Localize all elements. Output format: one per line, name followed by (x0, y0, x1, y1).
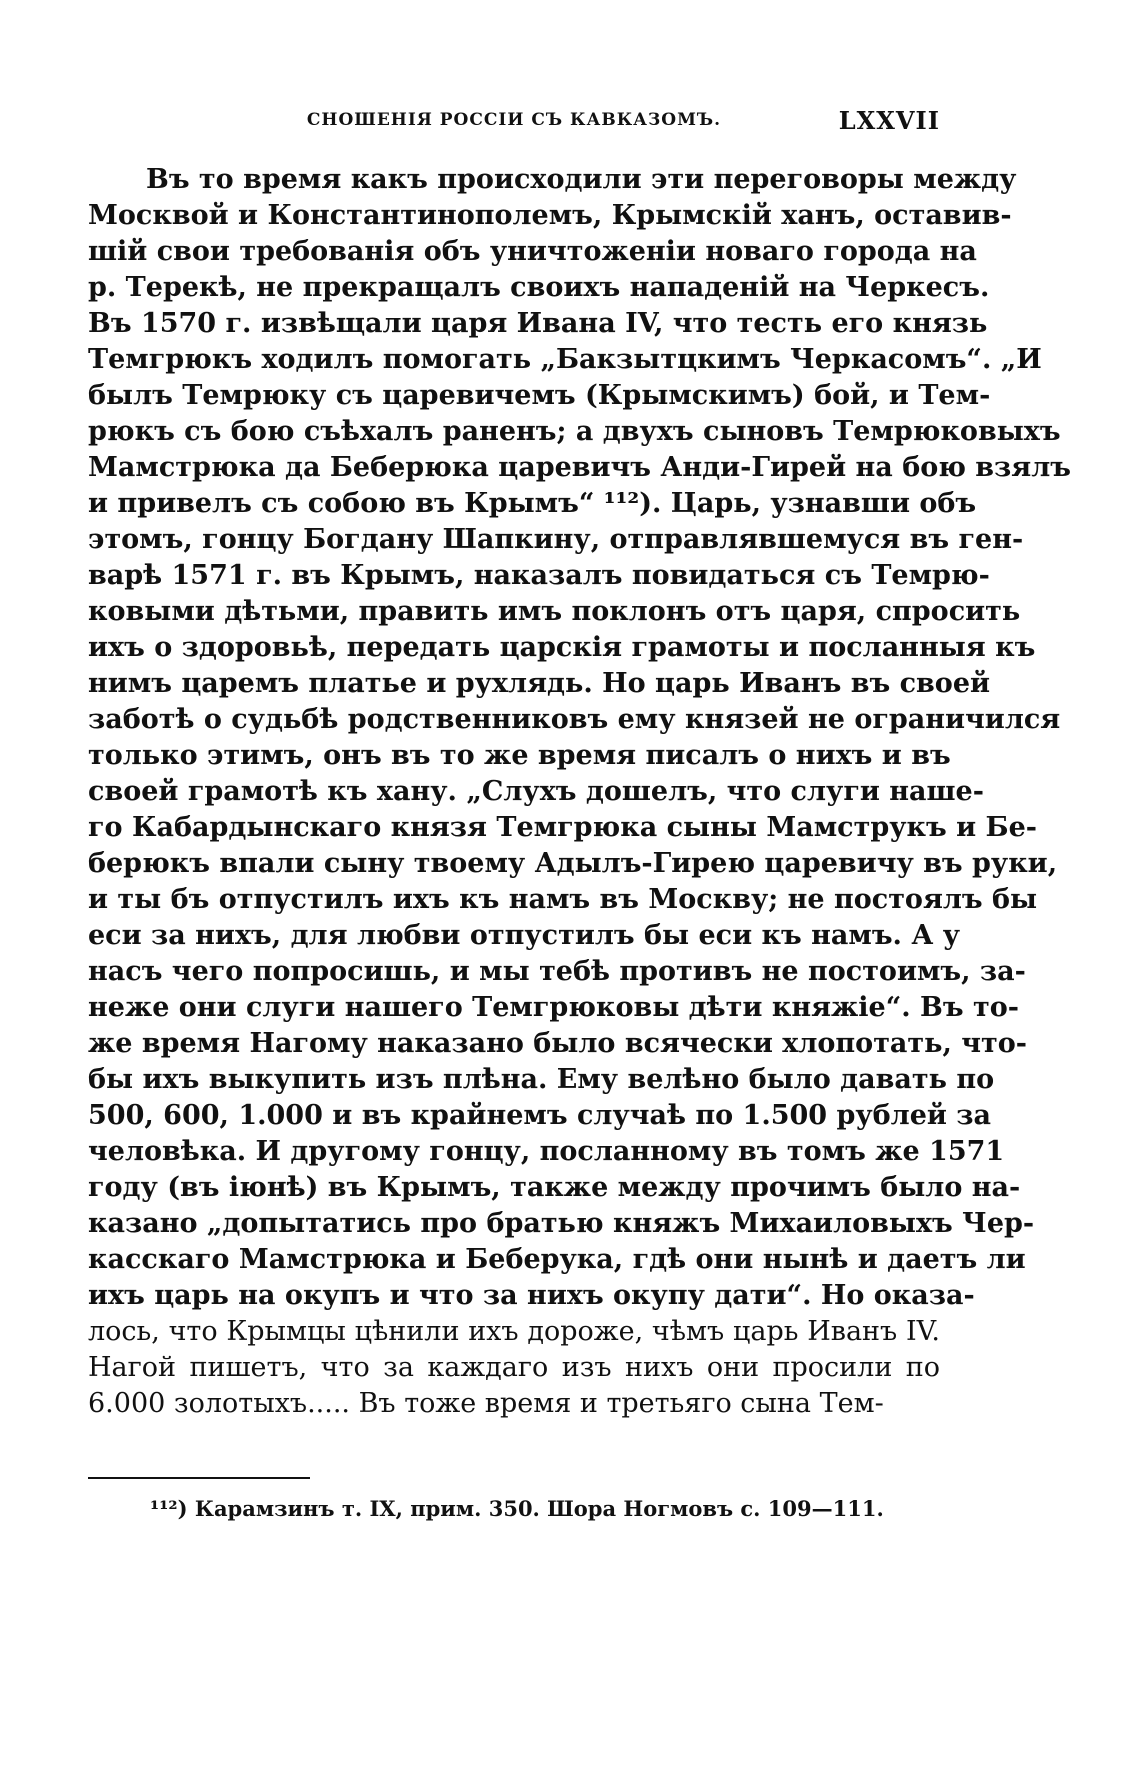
text-line: и ты бъ отпустилъ ихъ къ намъ въ Москву; не постоялъ бы (88, 884, 1038, 915)
text-line: году (въ іюнѣ) въ Крымъ, также между прочимъ было на- (88, 1172, 1021, 1203)
text-line: только этимъ, онъ въ то же время писалъ о нихъ и въ (88, 740, 951, 771)
text-line: же время Нагому наказано было всячески хлопотать, что- (88, 1028, 1027, 1059)
text-line: 6.000 золотыхъ..... Въ тоже время и третьяго сына Тем- (88, 1388, 884, 1419)
text-line: ковыми дѣтьми, править имъ поклонъ отъ царя, спросить (88, 596, 1021, 627)
text-line: заботѣ о судьбѣ родственниковъ ему князей не ограничился (88, 704, 1061, 735)
text-line: варѣ 1571 г. въ Крымъ, наказалъ повидаться съ Темрю- (88, 560, 990, 591)
text-line: неже они слуги нашего Темгрюковы дѣти княжіе“. Въ то- (88, 992, 1019, 1023)
footnote-rule (88, 1477, 310, 1479)
text-line: лось, что Крымцы цѣнили ихъ дороже, чѣмъ царь Иванъ IV. (88, 1316, 940, 1347)
text-line: Нагой пишетъ, что за каждаго изъ нихъ они просили по (88, 1352, 940, 1383)
text-line: бы ихъ выкупить изъ плѣна. Ему велѣно было давать по (88, 1064, 995, 1095)
text-line: шій свои требованія объ уничтоженіи новаго города на (88, 236, 977, 267)
text-line: го Кабардынскаго князя Темгрюка сыны Мамструкъ и Бе- (88, 812, 1038, 843)
text-line: р. Терекѣ, не прекращалъ своихъ нападеній на Черкесъ. (88, 272, 990, 303)
text-line: ихъ о здоровьѣ, передать царскія грамоты и посланныя къ (88, 632, 1036, 663)
text-line: своей грамотѣ къ хану. „Слухъ дошелъ, что слуги наше- (88, 776, 984, 807)
text-line: еси за нихъ, для любви отпустилъ бы еси къ намъ. А у (88, 920, 961, 951)
page-number: LXXVII (838, 106, 940, 135)
text-line: человѣка. И другому гонцу, посланному въ томъ же 1571 (88, 1136, 1005, 1167)
text-line: и привелъ съ собою въ Крымъ“ ¹¹²). Царь, узнавши объ (88, 488, 977, 519)
text-line: берюкъ впали сыну твоему Адылъ-Гирею царевичу въ руки, (88, 848, 1058, 879)
running-title: СНОШЕНІЯ РОССІИ СЪ КАВКАЗОМЪ. (306, 110, 722, 130)
text-line: Москвой и Константинополемъ, Крымскій ханъ, оставив- (88, 200, 1012, 231)
text-line: касскаго Мамстрюка и Беберука, гдѣ они нынѣ и даетъ ли (88, 1244, 1026, 1275)
text-line: Мамстрюка да Беберюка царевичъ Анди-Гирей на бою взялъ (88, 452, 1071, 483)
text-line: Въ то время какъ происходили эти переговоры между (146, 164, 1017, 195)
text-line: насъ чего попросишь, и мы тебѣ противъ не постоимъ, за- (88, 956, 1026, 987)
text-line: 500, 600, 1.000 и въ крайнемъ случаѣ по 1.500 рублей за (88, 1100, 992, 1131)
text-line: рюкъ съ бою съѣхалъ раненъ; а двухъ сыновъ Темрюковыхъ (88, 416, 1061, 447)
text-line: нимъ царемъ платье и рухлядь. Но царь Иванъ въ своей (88, 668, 991, 699)
text-line: ихъ царь на окупъ и что за нихъ окупу дати“. Но оказа- (88, 1280, 975, 1311)
running-head (88, 106, 940, 144)
text-line: Темгрюкъ ходилъ помогать „Бакзытцкимъ Черкасомъ“. „И (88, 344, 1042, 375)
body-text (88, 162, 1071, 1422)
text-line: этомъ, гонцу Богдану Шапкину, отправлявшемуся въ ген- (88, 524, 1024, 555)
footnote: ¹¹²) Карамзинъ т. IX, прим. 350. Шора Ногмовъ с. 109—111. (150, 1496, 884, 1521)
text-line: казано „допытатись про братью княжъ Михаиловыхъ Чер- (88, 1208, 1035, 1239)
text-line: былъ Темрюку съ царевичемъ (Крымскимъ) бой, и Тем- (88, 380, 991, 411)
text-line: Въ 1570 г. извѣщали царя Ивана IV, что тесть его князь (88, 308, 988, 339)
